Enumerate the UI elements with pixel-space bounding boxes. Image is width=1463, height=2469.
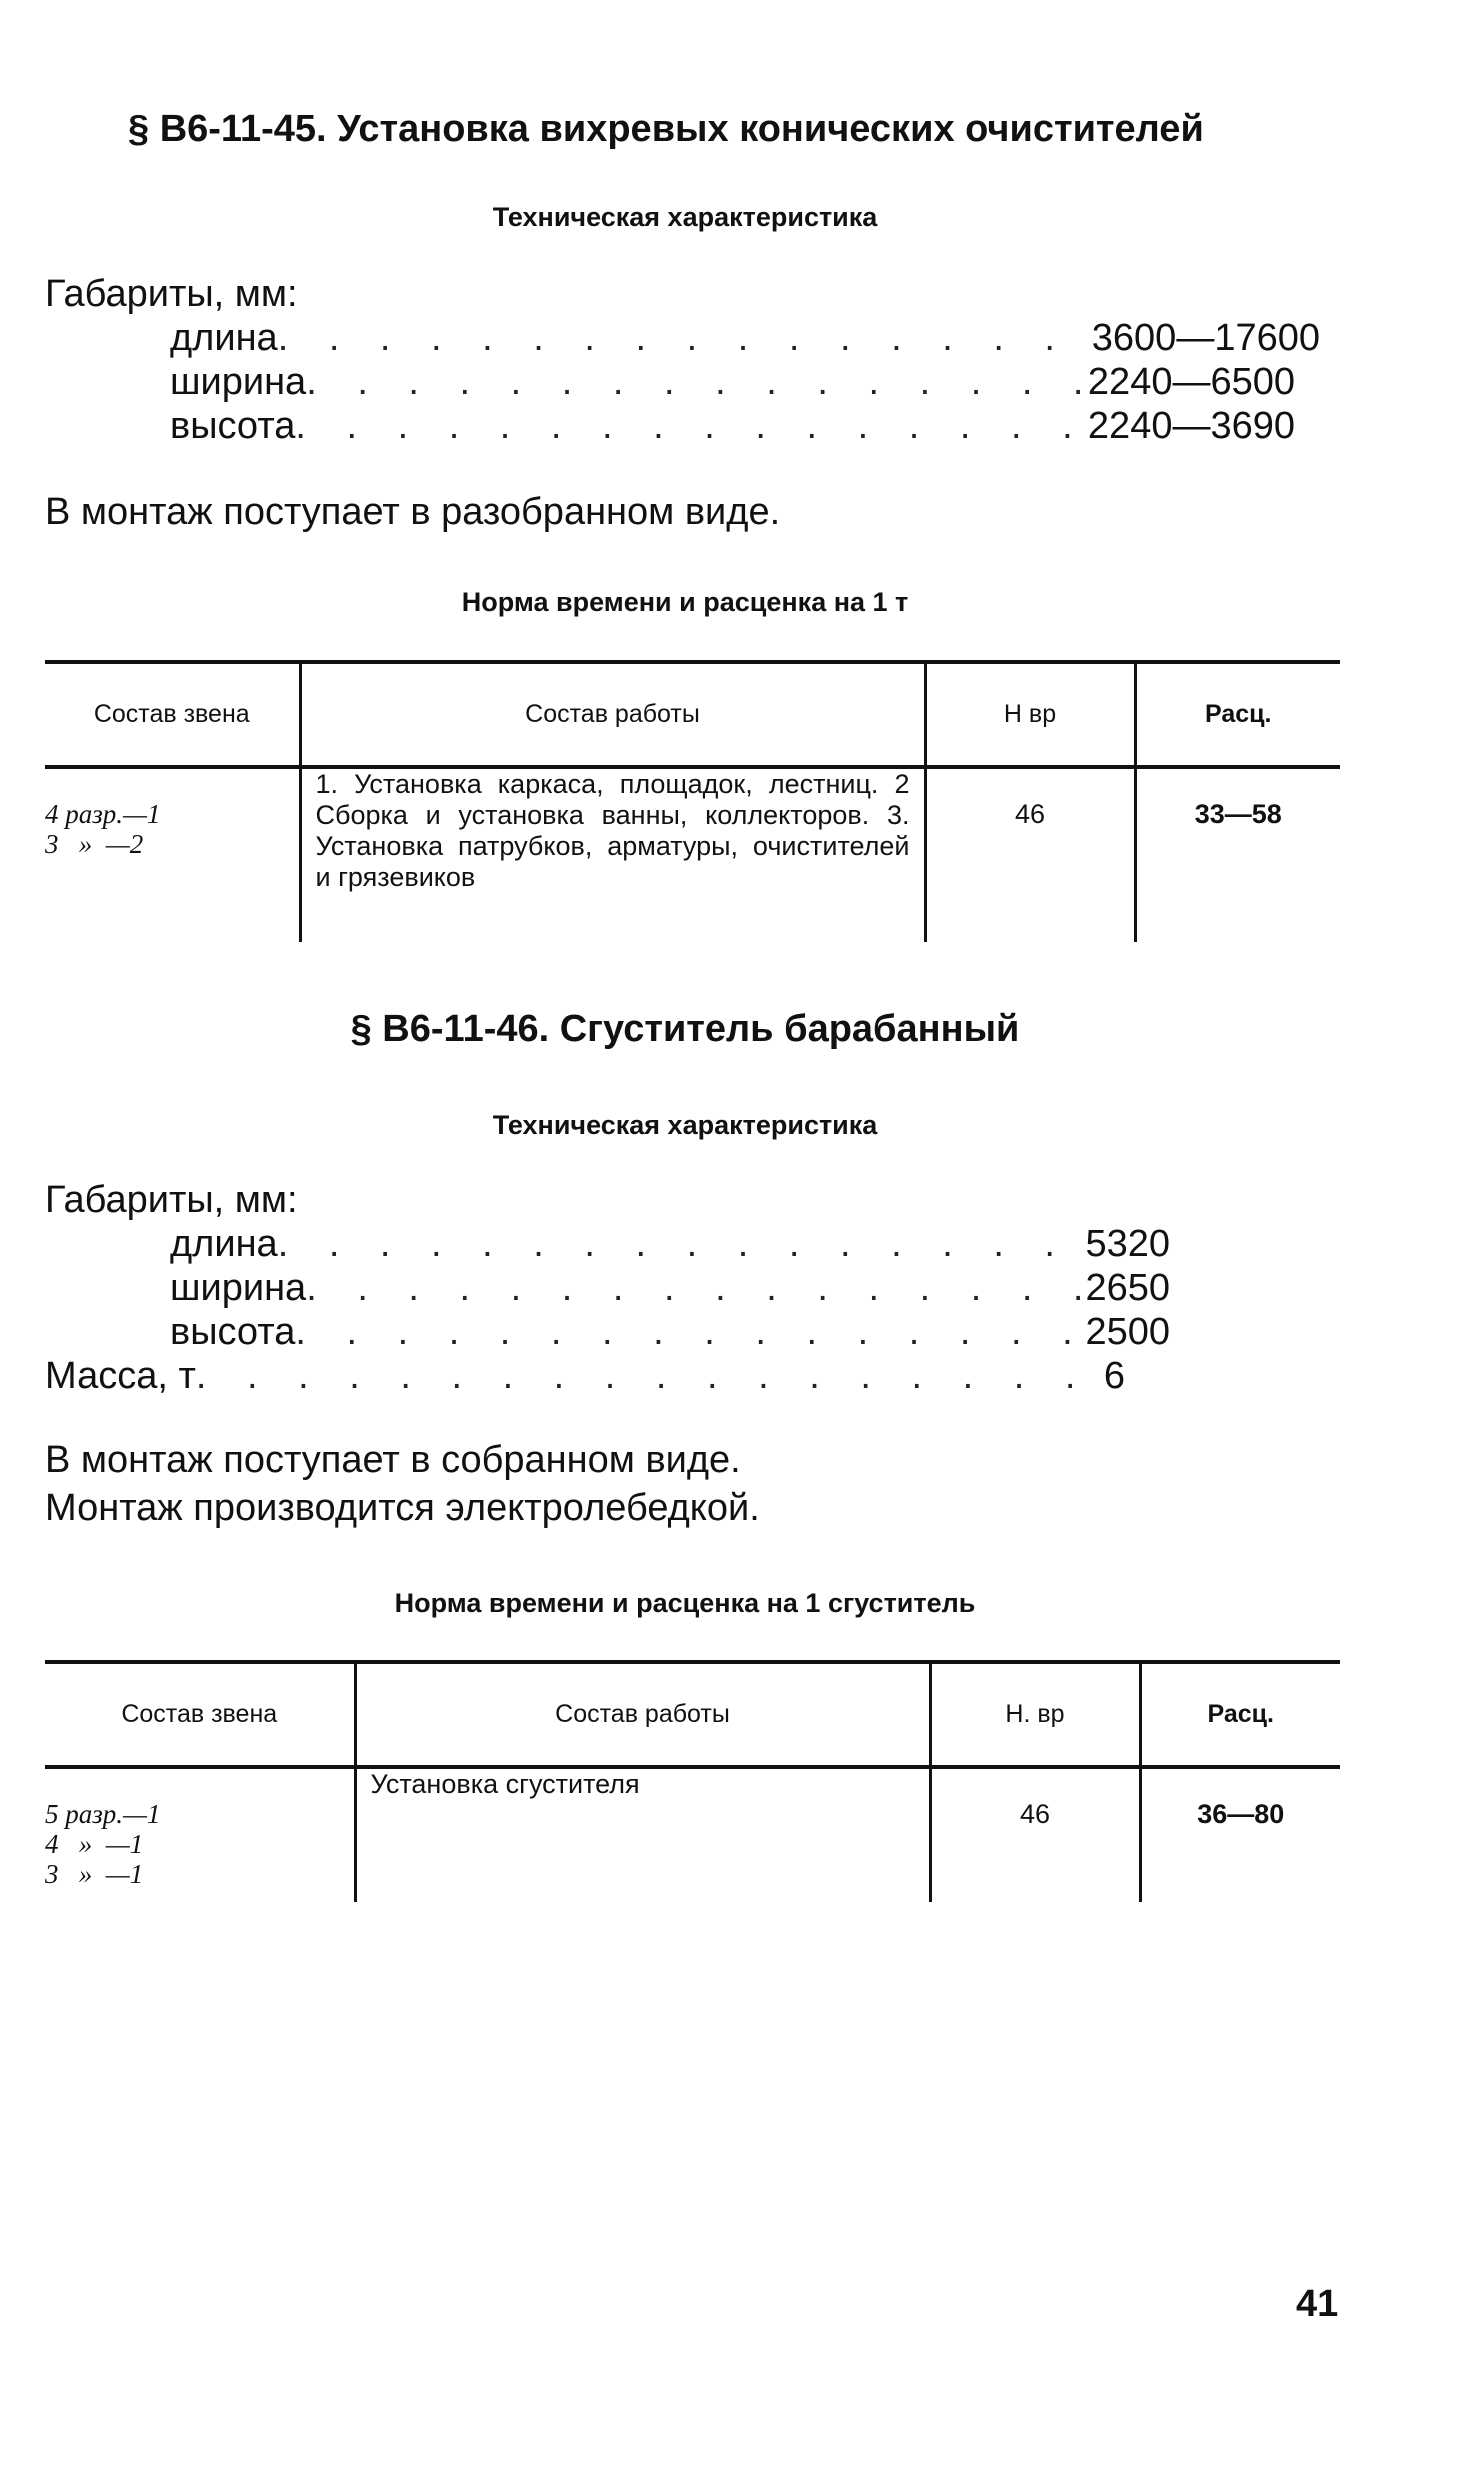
section-title: § В6-11-45. Установка вихревых конических очистителей xyxy=(128,108,1204,150)
spec-value: 2500 xyxy=(1085,1311,1170,1353)
dims-label: Габариты, мм: xyxy=(45,1179,298,1221)
mass-label: Масса, т xyxy=(45,1355,196,1397)
col-crew-header: Состав звена xyxy=(45,1662,355,1767)
table-row xyxy=(45,767,1340,942)
spec-value: 2240—3690 xyxy=(1087,405,1295,447)
table-row xyxy=(45,1767,1340,1902)
spec-value: 3600—17600 xyxy=(1091,317,1320,359)
dims-label: Габариты, мм: xyxy=(45,273,298,315)
tech-heading: Техническая характеристика xyxy=(492,202,878,232)
spec-row xyxy=(170,360,1295,404)
spec-row xyxy=(170,1310,1170,1354)
tech-heading: Техническая характеристика xyxy=(492,1110,878,1140)
section-title: § В6-11-46. Сгуститель барабанный xyxy=(350,1008,1020,1050)
col-work-header: Состав работы xyxy=(355,1662,930,1767)
norm-table xyxy=(45,660,1340,942)
assembly-note: В монтаж поступает в собранном виде. xyxy=(45,1439,741,1481)
mass-value: 6 xyxy=(1103,1355,1125,1397)
mounting-note: Монтаж производится электролебедкой. xyxy=(45,1487,760,1529)
work-cell: 1. Установка каркаса, площадок, лестниц. 2 Сборка и установка ванны, коллекторов. 3. Установка патрубков, арматуры, очистителей и грязевиков xyxy=(300,767,925,942)
table-header-row xyxy=(45,1662,1340,1767)
spec-value: 2650 xyxy=(1085,1267,1170,1309)
col-nvr-header: Н. вр xyxy=(930,1662,1140,1767)
spec-value: 5320 xyxy=(1085,1223,1170,1265)
spec-value: 2240—6500 xyxy=(1087,361,1295,403)
assembly-note: В монтаж поступает в разобранном виде. xyxy=(45,491,781,533)
nvr-cell: 46 xyxy=(930,1767,1140,1902)
spec-label: длина xyxy=(170,1223,278,1265)
work-cell: Установка сгустителя xyxy=(355,1767,930,1902)
spec-label: высота xyxy=(170,1311,296,1353)
crew-cell: 4 разр.—1 3 » —2 xyxy=(45,799,161,859)
nvr-cell: 46 xyxy=(925,767,1135,942)
mass-row xyxy=(45,1354,1125,1398)
norm-heading: Норма времени и расценка на 1 т xyxy=(461,587,909,617)
table-header-row xyxy=(45,662,1340,767)
col-rate-header: Расц. xyxy=(1135,662,1340,767)
spec-label: ширина xyxy=(170,1267,307,1309)
norm-table xyxy=(45,1660,1340,1902)
col-rate-header: Расц. xyxy=(1140,1662,1340,1767)
norm-heading: Норма времени и расценка на 1 сгуститель xyxy=(394,1588,976,1618)
col-work-header: Состав работы xyxy=(300,662,925,767)
spec-row xyxy=(170,404,1295,448)
rate-cell: 36—80 xyxy=(1140,1767,1340,1902)
page-number: 41 xyxy=(1296,2283,1339,2325)
spec-row xyxy=(170,316,1320,360)
spec-label: длина xyxy=(170,317,278,359)
spec-label: высота xyxy=(170,405,296,447)
col-crew-header: Состав звена xyxy=(45,662,300,767)
crew-cell: 5 разр.—1 4 » —1 3 » —1 xyxy=(45,1799,161,1889)
spec-row xyxy=(170,1266,1170,1310)
spec-label: ширина xyxy=(170,361,307,403)
rate-cell: 33—58 xyxy=(1135,767,1340,942)
spec-row xyxy=(170,1222,1170,1266)
col-nvr-header: Н вр xyxy=(925,662,1135,767)
